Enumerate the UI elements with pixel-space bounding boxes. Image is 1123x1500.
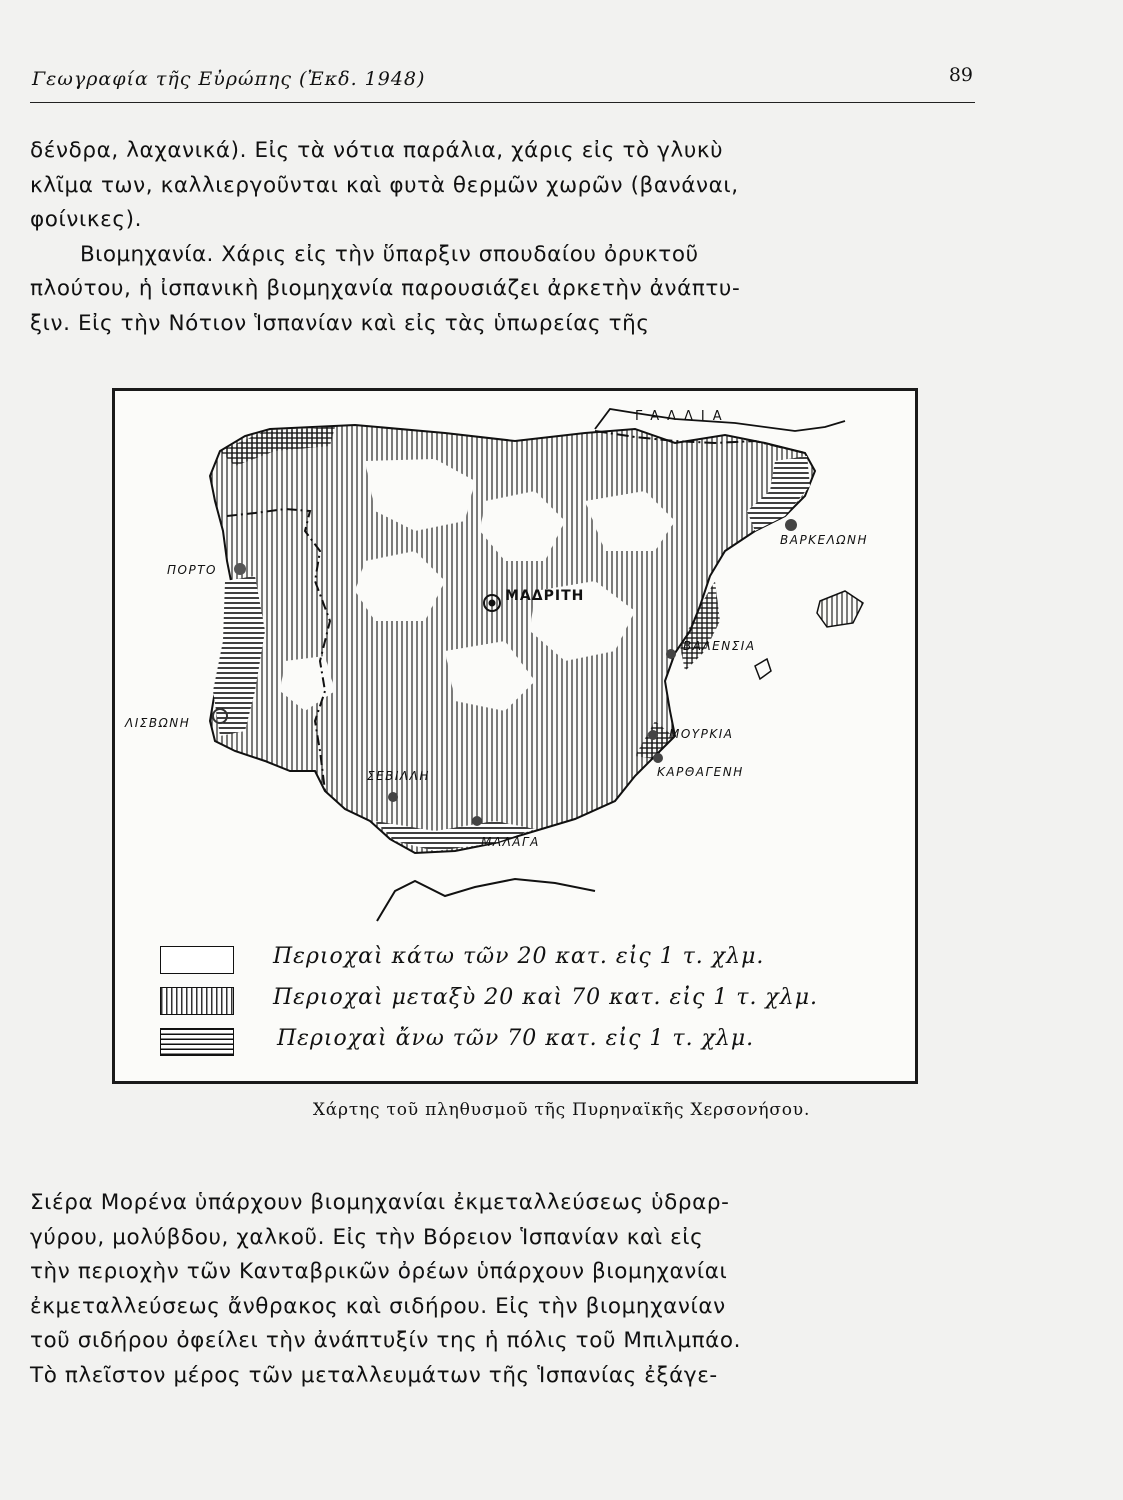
header-title: Γεωγραφία τῆς Εὐρώπης (Ἐκδ. 1948) — [32, 68, 426, 90]
africa-coast — [377, 879, 595, 921]
text-line: ἐκμεταλλεύσεως ἄνθρακος καὶ σιδήρου. Εἰς τὴν βιομηχανίαν — [30, 1293, 726, 1319]
cartagena-marker — [653, 753, 663, 763]
label-valencia: ΒΑΛΕΝΣΙΑ — [683, 639, 756, 653]
label-barcelona: ΒΑΡΚΕΛΩΝΗ — [780, 533, 869, 547]
mallorca-island — [817, 591, 863, 627]
text-line: Σιέρα Μορένα ὑπάρχουν βιομηχανίαι ἐκμεταλλεύσεως ὑδραρ- — [30, 1190, 730, 1215]
legend-label-high: Περιοχαὶ ἄνω τῶν 70 κατ. εἰς 1 τ. χλμ. — [277, 1026, 755, 1051]
page-number: 89 — [948, 64, 973, 86]
label-france: ΓΑΛΛΙΑ — [635, 409, 730, 424]
label-murcia: ΜΟΥΡΚΙΑ — [669, 727, 734, 741]
text-line: τὴν περιοχὴν τῶν Κανταβρικῶν ὀρέων ὑπάρχουν βιομηχανίαι — [30, 1259, 728, 1284]
map-caption: Χάρτης τοῦ πληθυσμοῦ τῆς Πυρηναϊκῆς Χερσονήσου. — [312, 1100, 811, 1120]
porto-marker — [234, 563, 246, 575]
paragraph-bottom — [30, 1186, 975, 1393]
text-line: δένδρα, λαχανικά). Εἰς τὰ νότια παράλια, χάρις εἰς τὸ γλυκὺ — [30, 138, 724, 163]
text-line: ξιν. Εἰς τὴν Νότιον Ἱσπανίαν καὶ εἰς τὰς ὑπωρείας τῆς — [30, 310, 650, 336]
map-drawing — [115, 391, 915, 1081]
label-cartagena: ΚΑΡΘΑΓΕΝΗ — [657, 765, 744, 779]
legend-swatch-low — [160, 946, 234, 974]
label-lisbon: ΛΙΣΒΩΝΗ — [125, 716, 191, 730]
barcelona-marker — [785, 519, 797, 531]
seville-marker — [388, 792, 398, 802]
text-line: φοίνικες). — [30, 207, 143, 232]
text-line: γύρου, μολύβδου, χαλκοῦ. Εἰς τὴν Βόρειον Ἱσπανίαν καὶ εἰς — [30, 1224, 704, 1250]
running-header — [30, 62, 975, 103]
text-line-with-heading — [30, 238, 975, 273]
legend-label-low: Περιοχαὶ κάτω τῶν 20 κατ. εἰς 1 τ. χλμ. — [273, 944, 765, 969]
text-line: πλούτου, ἡ ἰσπανικὴ βιομηχανία παρουσιάζει ἀρκετὴν ἀνάπτυ- — [30, 276, 741, 301]
section-heading-industry: Βιομηχανία. — [80, 241, 214, 267]
label-malaga: ΜΑΛΑΓΑ — [481, 835, 540, 849]
paragraph-top — [30, 134, 975, 341]
label-seville: ΣΕΒΙΛΛΗ — [367, 769, 430, 783]
text-line: Τὸ πλεῖστον μέρος τῶν μεταλλευμάτων τῆς Ἱσπανίας ἐξάγε- — [30, 1362, 718, 1388]
valencia-marker — [666, 649, 676, 659]
malaga-marker — [472, 816, 482, 826]
population-map — [112, 388, 918, 1084]
label-porto: ΠΟΡΤΟ — [167, 563, 217, 577]
text-span: Χάρις εἰς τὴν ὕπαρξιν σπουδαίου ὀρυκτοῦ — [221, 241, 699, 267]
text-line: κλῖμα των, καλλιεργοῦνται καὶ φυτὰ θερμῶν χωρῶν (βανάναι, — [30, 172, 739, 198]
legend-swatch-medium — [160, 987, 234, 1015]
label-madrid: ΜΑΔΡΙΤΗ — [505, 588, 585, 604]
ibiza-island — [755, 659, 771, 679]
legend-label-medium: Περιοχαὶ μεταξὺ 20 καὶ 70 κατ. εἰς 1 τ. χλμ. — [273, 985, 818, 1010]
text-line: τοῦ σιδήρου ὀφείλει τὴν ἀνάπτυξίν της ἡ πόλις τοῦ Μπιλμπάο. — [30, 1328, 742, 1353]
legend-swatch-high — [160, 1028, 234, 1056]
murcia-marker — [648, 730, 658, 740]
